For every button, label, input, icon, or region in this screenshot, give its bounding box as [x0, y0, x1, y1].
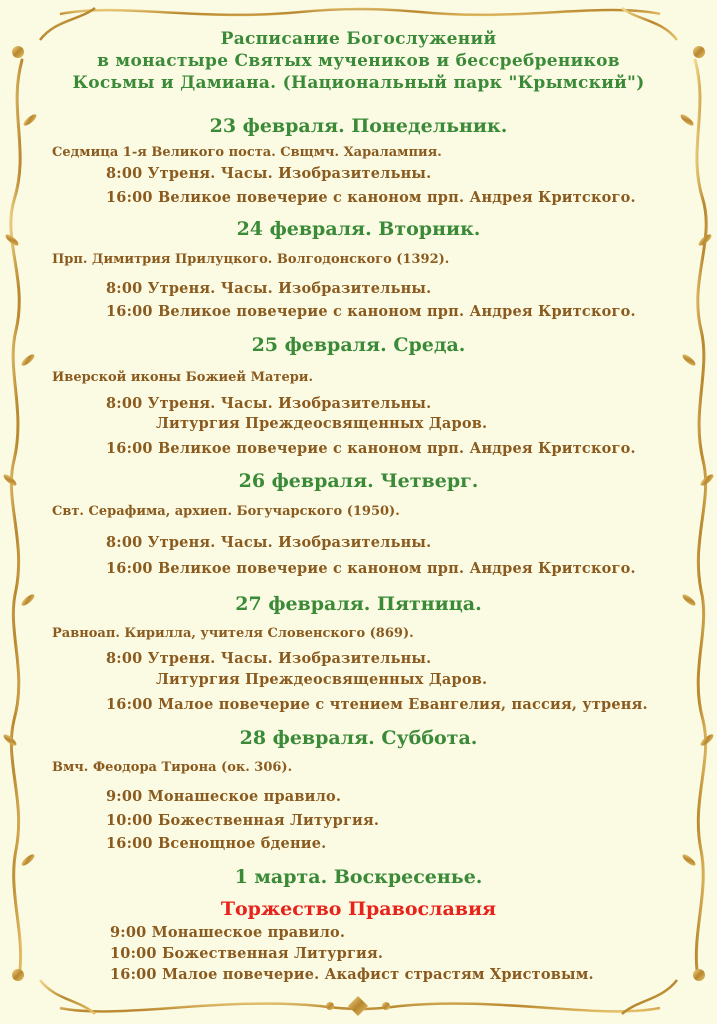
day-title: 26 февраля. Четверг. [238, 470, 479, 492]
day-feast: Вмч. Феодора Тирона (ок. 306). [52, 760, 293, 775]
service-line: 8:00 Утреня. Часы. Изобразительны. [106, 395, 432, 412]
service-line: 9:00 Монашеское правило. [106, 788, 342, 805]
service-line: 16:00 Малое повечерие. Акафист страстям Христовым. [110, 966, 594, 983]
schedule-header [0, 28, 717, 94]
day-title: 1 марта. Воскресенье. [234, 866, 483, 888]
day-title: 27 февраля. Пятница. [235, 593, 482, 615]
day-feast: Равноап. Кирилла, учителя Словенского (869). [52, 626, 414, 641]
day-title: 24 февраля. Вторник. [236, 218, 481, 240]
service-line: 16:00 Великое повечерие с каноном прп. Андрея Критского. [106, 440, 636, 457]
triumph-of-orthodoxy: Торжество Православия [220, 898, 497, 920]
service-line: 10:00 Божественная Литургия. [110, 945, 384, 962]
header-title: Расписание Богослужений [220, 29, 497, 49]
day-feast: Иверской иконы Божией Матери. [52, 370, 313, 385]
service-line: 16:00 Великое повечерие с каноном прп. Андрея Критского. [106, 560, 636, 577]
service-line: Литургия Преждеосвященных Даров. [156, 415, 488, 432]
header-monastery: в монастыре Святых мучеников и бессребреников [97, 51, 620, 71]
service-line: 8:00 Утреня. Часы. Изобразительны. [106, 280, 432, 297]
day-feast: Свт. Серафима, архиеп. Богучарского (1950). [52, 504, 400, 519]
service-line: 8:00 Утреня. Часы. Изобразительны. [106, 534, 432, 551]
service-line: 16:00 Всенощное бдение. [106, 835, 327, 852]
service-line: Литургия Преждеосвященных Даров. [156, 671, 488, 688]
day-title: 28 февраля. Суббота. [239, 727, 478, 749]
service-line: 16:00 Малое повечерие с чтением Евангелия, пассия, утреня. [106, 696, 648, 713]
service-line: 16:00 Великое повечерие с каноном прп. Андрея Критского. [106, 303, 636, 320]
header-location: Косьмы и Дамиана. (Национальный парк "Крымский") [72, 73, 645, 93]
service-line: 8:00 Утреня. Часы. Изобразительны. [106, 165, 432, 182]
service-line: 10:00 Божественная Литургия. [106, 812, 380, 829]
day-feast: Прп. Димитрия Прилуцкого. Волгодонского (1392). [52, 252, 450, 267]
service-line: 8:00 Утреня. Часы. Изобразительны. [106, 650, 432, 667]
service-line: 16:00 Великое повечерие с каноном прп. Андрея Критского. [106, 189, 636, 206]
service-line: 9:00 Монашеское правило. [110, 924, 346, 941]
day-title: 25 февраля. Среда. [251, 334, 466, 356]
day-feast: Седмица 1-я Великого поста. Свщмч. Харалампия. [52, 145, 442, 160]
day-title: 23 февраля. Понедельник. [209, 115, 508, 137]
